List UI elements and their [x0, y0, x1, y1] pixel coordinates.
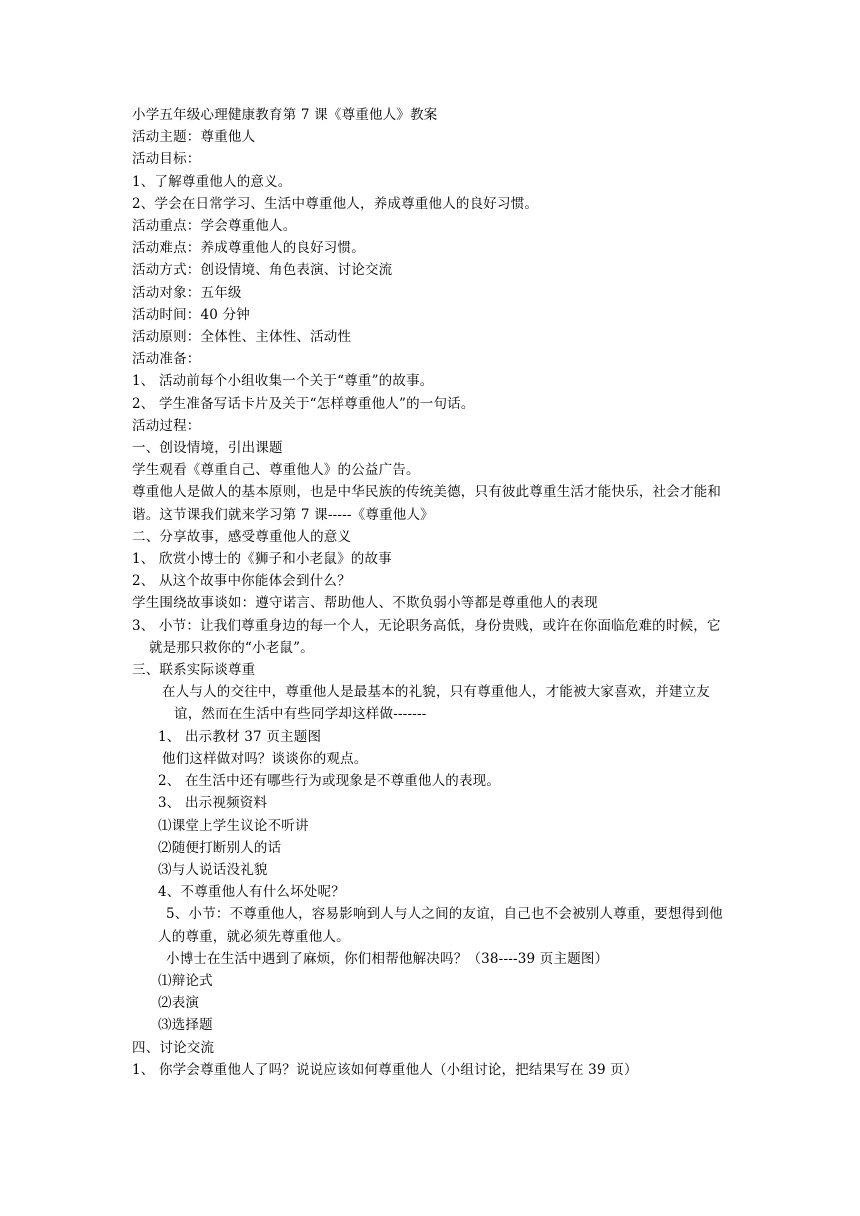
lesson-plan-body: [132, 104, 732, 1081]
paragraph: 学生观看《尊重自己、尊重他人》的公益广告。: [132, 462, 420, 479]
list-item: 2、 从这个故事中你能体会到什么？: [132, 573, 351, 590]
section-heading: 三、联系实际谈尊重: [132, 662, 256, 679]
sub-item: ⑵随便打断别人的话: [158, 839, 282, 856]
list-item: 1、 出示教材 37 页主题图: [158, 728, 322, 745]
process-heading: 活动过程：: [132, 417, 201, 434]
sub-item: ⑴辩论式: [158, 972, 213, 989]
document-title: 小学五年级心理健康教育第 7 课《尊重他人》教案: [132, 107, 438, 123]
difficulty: 活动难点：养成尊重他人的良好习惯。: [132, 240, 365, 257]
paragraph: 尊重他人是做人的基本原则，也是中华民族的传统美德，只有彼此尊重生活才能快乐，社会才能和谐。这节课我们就来学习第 7 课-----《尊重他人》: [132, 484, 722, 523]
list-item: 5、小节：不尊重他人，容易影响到人与人之间的友谊，自己也不会被别人尊重，要想得到他人的尊重，就必须先尊重他人。: [158, 906, 723, 945]
paragraph: 在人与人的交往中，尊重他人是最基本的礼貌，只有尊重他人，才能被大家喜欢，并建立友谊，然而在生活中有些同学却这样做-------: [162, 684, 710, 723]
section-heading: 二、分享故事，感受尊重他人的意义: [132, 528, 352, 545]
prep-item: 1、 活动前每个小组收集一个关于“尊重”的故事。: [132, 373, 434, 390]
sub-item: ⑶与人说话没礼貌: [158, 861, 268, 878]
list-item: 3、 小节：让我们尊重身边的每一个人，无论职务高低，身份贵贱，或许在你面临危难的时候，它就是那只救你的“小老鼠”。: [132, 617, 721, 656]
paragraph: 小博士在生活中遇到了麻烦，你们相帮他解决吗？（38----39 页主题图）: [166, 950, 609, 967]
sub-item: ⑶选择题: [158, 1017, 213, 1034]
goal-item: 2、学会在日常学习、生活中尊重他人，养成尊重他人的良好习惯。: [132, 195, 539, 212]
list-item: 4、不尊重他人有什么坏处呢？: [158, 884, 345, 901]
goal-item: 1、了解尊重他人的意义。: [132, 173, 292, 190]
paragraph: 学生围绕故事谈如：遵守诺言、帮助他人、不欺负弱小等都是尊重他人的表现: [132, 595, 598, 612]
activity-principle: 活动原则：全体性、主体性、活动性: [132, 329, 352, 346]
list-item: 1、 你学会尊重他人了吗？说说应该如何尊重他人（小组讨论，把结果写在 39 页）: [132, 1061, 638, 1078]
list-item: 1、 欣赏小博士的《狮子和小老鼠》的故事: [132, 551, 392, 568]
list-item: 2、 在生活中还有哪些行为或现象是不尊重他人的表现。: [158, 773, 501, 790]
sub-item: ⑴课堂上学生议论不听讲: [158, 817, 309, 834]
section-heading: 一、创设情境，引出课题: [132, 440, 283, 457]
activity-time: 活动时间：40 分钟: [132, 306, 250, 323]
paragraph: 他们这样做对吗？谈谈你的观点。: [162, 750, 368, 767]
goals-heading: 活动目标：: [132, 151, 201, 168]
key-point: 活动重点：学会尊重他人。: [132, 218, 297, 235]
prep-heading: 活动准备：: [132, 351, 201, 368]
activity-method: 活动方式：创设情境、角色表演、讨论交流: [132, 262, 393, 279]
list-item: 3、 出示视频资料: [158, 795, 268, 812]
sub-item: ⑵表演: [158, 995, 200, 1012]
activity-theme: 活动主题：尊重他人: [132, 129, 256, 146]
prep-item: 2、 学生准备写话卡片及关于“怎样尊重他人”的一句话。: [132, 395, 475, 412]
activity-target: 活动对象：五年级: [132, 284, 242, 301]
section-heading: 四、讨论交流: [132, 1039, 215, 1056]
